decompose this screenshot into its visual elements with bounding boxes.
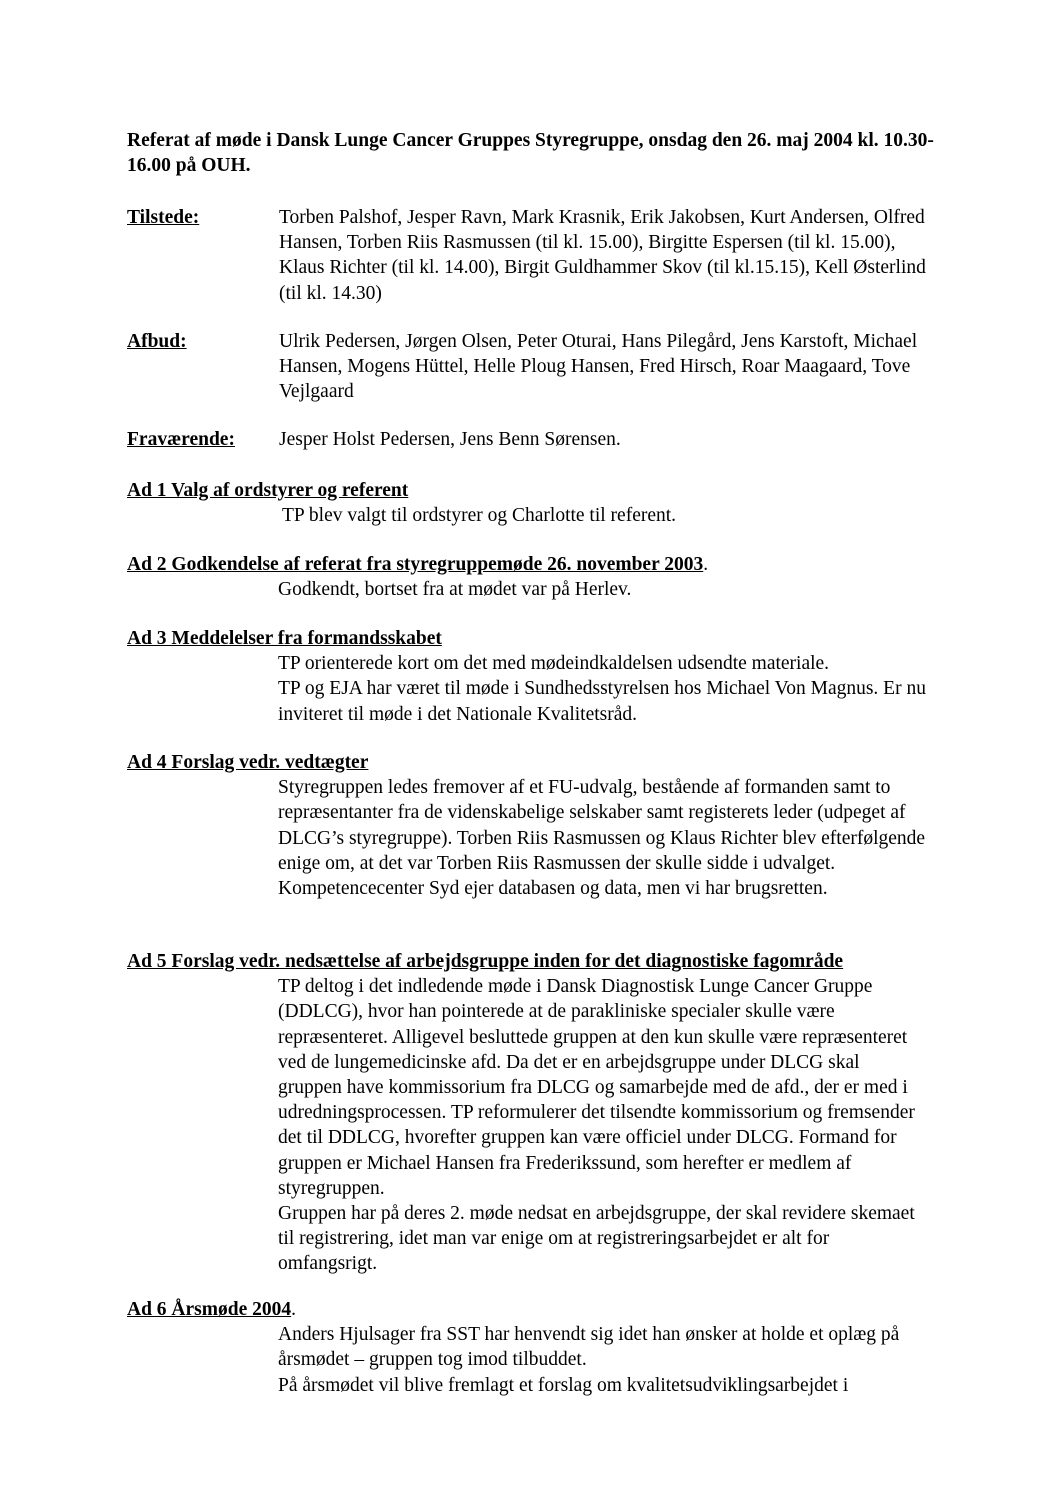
item-heading-suffix: .	[703, 554, 709, 575]
item-heading: Ad 3 Meddelelser fra formandsskabet	[127, 628, 442, 649]
agenda-item-3	[127, 626, 927, 727]
absent-text: Ulrik Pedersen, Jørgen Olsen, Peter Oturai, Hans Pilegård, Jens Karstoft, Michael Hansen, Mogens Hüttel, Helle Ploug Hansen, Fred Hirsch, Roar Maagaard, Tove Vejlgaard	[279, 331, 918, 403]
item-heading-suffix: .	[291, 1299, 296, 1320]
agenda-item-1	[127, 478, 927, 528]
item-paragraph: Styregruppen ledes fremover af et FU-udvalg, bestående af formanden samt to repræsentanter fra de videnskabelige selskaber samt registerets leder (udpeget af DLCG’s styregruppe). Torben Riis Rasmussen og Klaus Richter blev efterfølgende enige om, at det var Torben Riis Rasmussen der skulle sidde i udvalget.	[278, 777, 926, 874]
item-paragraph: Anders Hjulsager fra SST har henvendt sig idet han ønsker at holde et oplæg på årsmødet – gruppen tog imod tilbuddet.	[278, 1324, 900, 1371]
agenda-item-2	[127, 552, 927, 602]
present-label: Tilstede:	[127, 207, 200, 228]
agenda-item-5	[127, 949, 927, 1277]
item-paragraph: Kompetencecenter Syd ejer databasen og data, men vi har brugsretten.	[278, 878, 828, 900]
item-paragraph: Gruppen har på deres 2. møde nedsat en arbejdsgruppe, der skal revidere skemaet til registrering, idet man var enige om at registreringsarbejdet er alt for omfangsrigt.	[278, 1203, 915, 1275]
item-paragraph: TP blev valgt til ordstyrer og Charlotte til referent.	[282, 505, 677, 527]
absent-label: Afbud:	[127, 331, 187, 352]
missing-text: Jesper Holst Pedersen, Jens Benn Sørensen.	[279, 429, 621, 450]
item-paragraph: Godkendt, bortset fra at mødet var på Herlev.	[278, 579, 632, 601]
agenda-item-4	[127, 750, 927, 901]
agenda-item-6	[127, 1297, 927, 1398]
item-paragraph: På årsmødet vil blive fremlagt et forslag om kvalitetsudviklingsarbejdet i	[278, 1374, 849, 1396]
item-heading: Ad 2 Godkendelse af referat fra styregruppemøde 26. november 2003	[127, 554, 704, 575]
item-paragraph: TP og EJA har været til møde i Sundhedsstyrelsen hos Michael Von Magnus. Er nu inviteret til møde i det Nationale Kvalitetsråd.	[278, 678, 926, 725]
item-paragraph: TP deltog i det indledende møde i Dansk Diagnostisk Lunge Cancer Gruppe (DDLCG), hvor han pointerede at de parakliniske specialer skulle være repræsenteret. Alligevel besluttede gruppen at den kun skulle være repræsenteret ved de lungemedicinske afd. Da det er en arbejdsgruppe under DLCG skal gruppen have kommissorium fra DLCG og samarbejde med de afd., der er med i udredningsprocessen. TP reformulerer det tilsendte kommissorium og fremsender det til DDLCG, hvorefter gruppen kan være officiel under DLCG. Formand for gruppen er Michael Hansen fra Frederikssund, som herefter er medlem af styregruppen.	[278, 976, 915, 1199]
document-title: Referat af møde i Dansk Lunge Cancer Gruppes Styregruppe, onsdag den 26. maj 2004 kl. 10.30-16.00 på OUH.	[127, 130, 934, 176]
present-text: Torben Palshof, Jesper Ravn, Mark Krasnik, Erik Jakobsen, Kurt Andersen, Olfred Hansen, Torben Riis Rasmussen (til kl. 15.00), Birgitte Espersen (til kl. 15.00), Klaus Richter (til kl. 14.00), Birgit Guldhammer Skov (til kl.15.15), Kell Østerlind (til kl. 14.30)	[279, 207, 926, 304]
item-paragraph: TP orienterede kort om det med mødeindkaldelsen udsendte materiale.	[278, 653, 830, 675]
item-heading: Ad 4 Forslag vedr. vedtægter	[127, 752, 369, 773]
item-heading: Ad 6 Årsmøde 2004	[127, 1299, 292, 1320]
item-heading: Ad 5 Forslag vedr. nedsættelse af arbejdsgruppe inden for det diagnostiske fagområde	[127, 951, 844, 972]
missing-label: Fraværende:	[127, 429, 235, 450]
item-heading: Ad 1 Valg af ordstyrer og referent	[127, 480, 409, 501]
